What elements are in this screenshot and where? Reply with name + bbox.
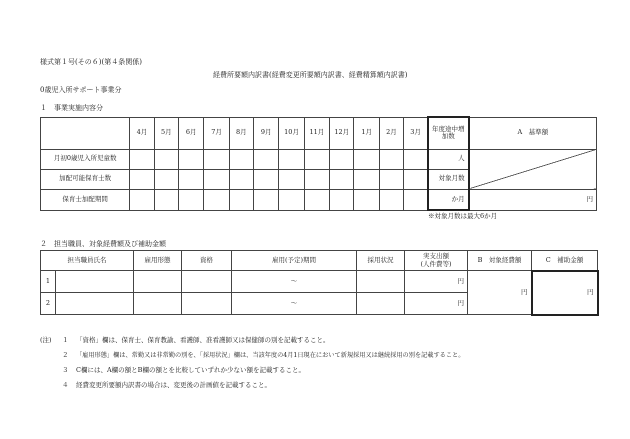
month-cell[interactable] [204, 149, 229, 169]
note-number: ３ [62, 366, 69, 374]
note-text: 「資格」欄は、保育士、保育教諭、看護師、准看護師又は保健師の別を記載すること。 [76, 336, 330, 344]
month-cell[interactable] [178, 189, 203, 210]
target-expense-header: B 対象経費額 [468, 251, 532, 271]
hiring-status-header: 採用状況 [357, 251, 405, 271]
month-cell[interactable] [404, 169, 428, 189]
subsidy-amount-cell[interactable]: 円 [532, 271, 598, 315]
actual-expense-sublabel: (人件費等) [420, 259, 452, 268]
section2-heading: ２ 担当職員、対象経費額及び補助金額 [40, 240, 166, 248]
note-text: 経費変更所要額内訳書の場合は、変更後の計画値を記載すること。 [76, 381, 271, 389]
month-cell[interactable] [379, 189, 403, 210]
month-header: 9月 [254, 117, 279, 149]
document-title: 経費所要額内訳書(経費変更所要額内訳書、経費精算額内訳書) [213, 71, 408, 79]
qualification-header: 資格 [182, 251, 232, 271]
month-header: 11月 [304, 117, 329, 149]
month-header: 2月 [379, 117, 403, 149]
month-header: 4月 [130, 117, 154, 149]
month-cell[interactable] [254, 169, 279, 189]
row-number: 1 [41, 271, 56, 293]
note-number: ２ [62, 351, 69, 359]
staff-name-header: 担当職員氏名 [41, 251, 134, 271]
base-amount-header: A 基準額 [469, 117, 597, 149]
section1-table [40, 116, 597, 211]
month-header: 10月 [279, 117, 304, 149]
employment-type-header: 雇用形態 [134, 251, 182, 271]
note-text: 「雇用形態」欄は、常勤又は非常勤の別を、「採用状況」欄は、当該年度の4月1日現在において新規採用又は継続採用の別を記載すること。 [76, 352, 465, 359]
note-number: ４ [62, 381, 69, 389]
month-cell[interactable] [254, 189, 279, 210]
month-cell[interactable] [330, 169, 354, 189]
month-cell[interactable] [154, 169, 178, 189]
section2-table [40, 250, 599, 316]
midyear-unit-cell[interactable]: 対象月数 [428, 169, 469, 189]
qualification-cell[interactable] [182, 271, 232, 293]
program-name: 0歳児入所サポート事業分 [40, 86, 122, 94]
midyear-increase-header: 年度途中増加数 [428, 117, 469, 149]
actual-expense-header [405, 251, 468, 271]
month-cell[interactable] [404, 189, 428, 210]
notes-prefix: (注) [40, 336, 52, 344]
month-cell[interactable] [279, 149, 304, 169]
row-label: 月初0歳児入所児童数 [41, 149, 130, 169]
month-cell[interactable] [178, 149, 203, 169]
row-label: 保育士加配期間 [41, 189, 130, 210]
month-cell[interactable] [379, 149, 403, 169]
month-cell[interactable] [229, 189, 253, 210]
hiring-status-cell[interactable] [357, 271, 405, 293]
month-header: 6月 [178, 117, 203, 149]
month-cell[interactable] [304, 149, 329, 169]
month-cell[interactable] [178, 169, 203, 189]
month-cell[interactable] [130, 149, 154, 169]
section1-heading: １ 事業実施内容分 [40, 104, 103, 112]
row-label: 加配可能保育士数 [41, 169, 130, 189]
actual-expense-cell[interactable]: 円 [405, 271, 468, 293]
month-cell[interactable] [330, 189, 354, 210]
employment-type-cell[interactable] [134, 271, 182, 293]
midyear-unit-cell[interactable]: か月 [428, 189, 469, 210]
month-header: 7月 [204, 117, 229, 149]
month-cell[interactable] [404, 149, 428, 169]
month-cell[interactable] [154, 189, 178, 210]
staff-name-cell[interactable] [56, 271, 134, 293]
row-number: 2 [41, 293, 56, 315]
qualification-cell[interactable] [182, 293, 232, 315]
subsidy-amount-header: C 補助金額 [532, 251, 598, 271]
employment-period-cell[interactable]: ～ [232, 271, 357, 293]
target-months-note: ※対象月数は最大6か月 [428, 212, 498, 220]
month-header: 12月 [330, 117, 354, 149]
month-cell[interactable] [279, 189, 304, 210]
month-cell[interactable] [279, 169, 304, 189]
month-cell[interactable] [330, 149, 354, 169]
actual-expense-label: 実支出額 [423, 252, 449, 261]
month-cell[interactable] [229, 149, 253, 169]
month-cell[interactable] [204, 169, 229, 189]
base-amount-yen-cell[interactable]: 円 [469, 189, 597, 210]
month-cell[interactable] [354, 169, 379, 189]
month-cell[interactable] [304, 189, 329, 210]
month-header: 5月 [154, 117, 178, 149]
month-cell[interactable] [229, 169, 253, 189]
month-cell[interactable] [379, 169, 403, 189]
employment-type-cell[interactable] [134, 293, 182, 315]
month-cell[interactable] [354, 189, 379, 210]
base-amount-diagonal-cell [469, 149, 597, 189]
actual-expense-cell[interactable]: 円 [405, 293, 468, 315]
month-cell[interactable] [304, 169, 329, 189]
month-cell[interactable] [130, 169, 154, 189]
month-cell[interactable] [130, 189, 154, 210]
note-text: C欄には、A欄の額とB欄の額とを比較していずれか少ない額を記載すること。 [76, 366, 305, 374]
note-number: １ [62, 336, 69, 344]
month-header: 8月 [229, 117, 253, 149]
month-cell[interactable] [204, 189, 229, 210]
month-header: 3月 [404, 117, 428, 149]
corner-cell [41, 117, 130, 149]
staff-name-cell[interactable] [56, 293, 134, 315]
month-cell[interactable] [254, 149, 279, 169]
target-expense-cell[interactable]: 円 [468, 271, 532, 315]
midyear-unit-cell[interactable]: 人 [428, 149, 469, 169]
month-header: 1月 [354, 117, 379, 149]
form-number: 様式第１号(その６)(第４条関係) [40, 58, 142, 66]
employment-period-header: 雇用(予定)期間 [232, 251, 357, 271]
employment-period-cell[interactable]: ～ [232, 293, 357, 315]
month-cell[interactable] [154, 149, 178, 169]
month-cell[interactable] [354, 149, 379, 169]
hiring-status-cell[interactable] [357, 293, 405, 315]
